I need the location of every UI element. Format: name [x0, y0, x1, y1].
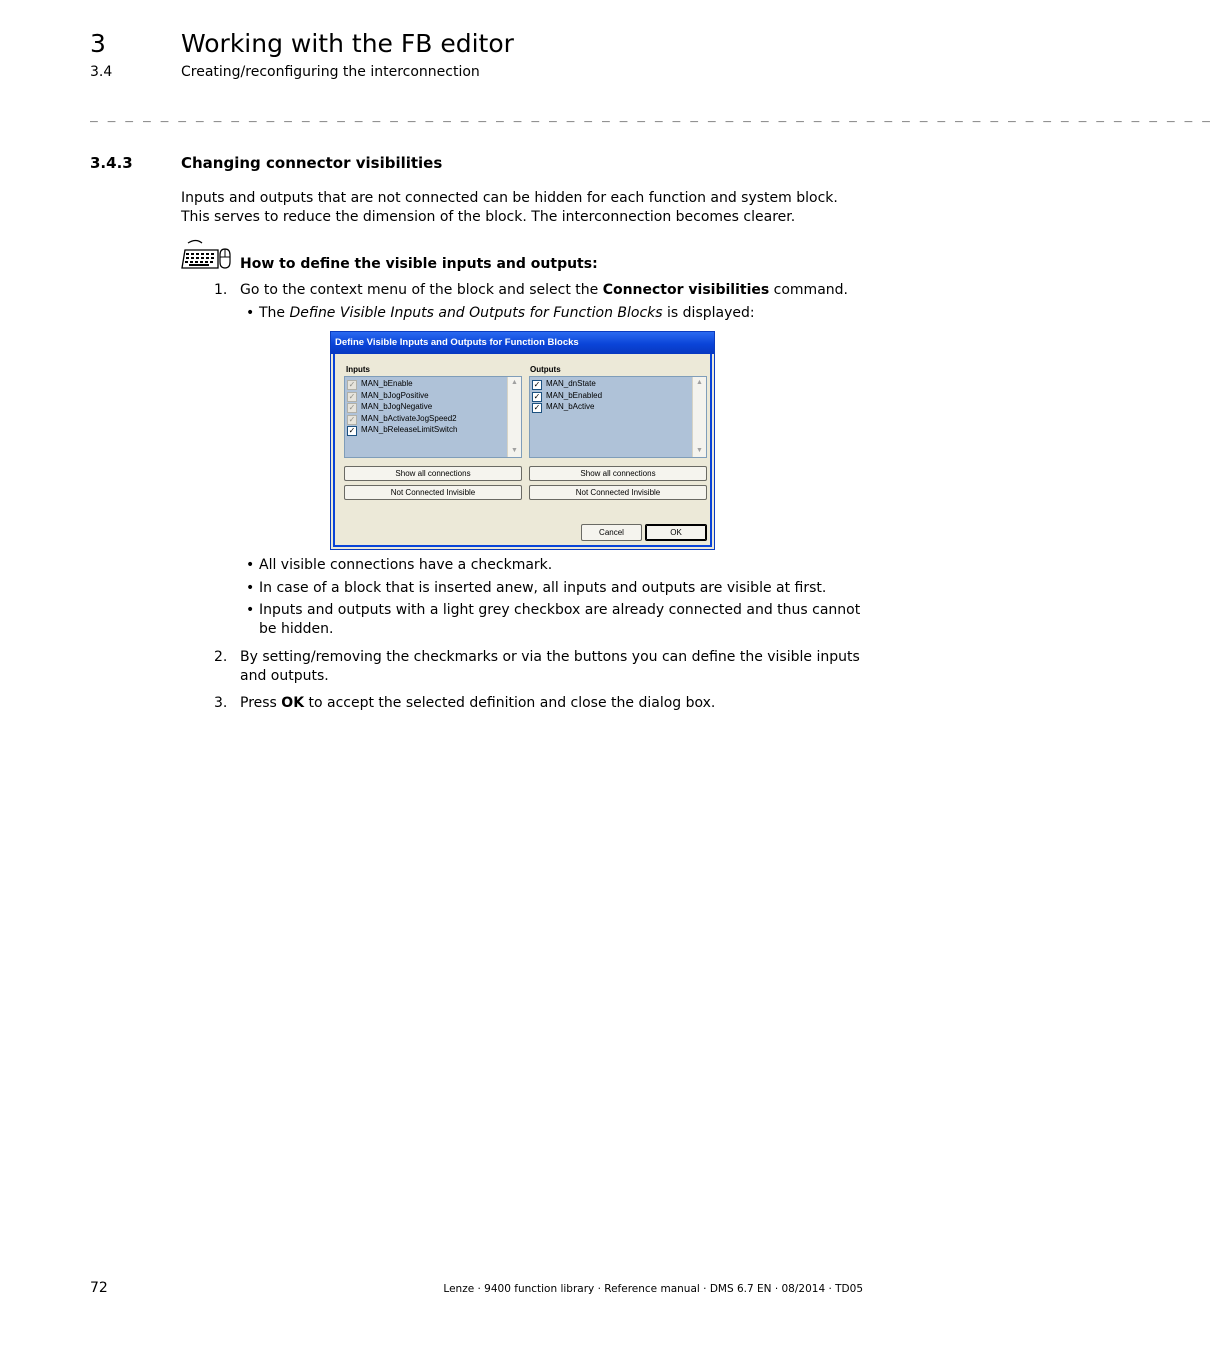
step-1-bullet: • The Define Visible Inputs and Outputs for Function Blocks is displayed: — [246, 304, 866, 324]
list-item-label: MAN_bJogNegative — [361, 402, 433, 411]
list-item-label: MAN_bActive — [546, 402, 595, 411]
scroll-down-icon[interactable]: ▼ — [511, 447, 518, 454]
header-rule: _ _ _ _ _ _ _ _ _ _ _ _ _ _ _ _ _ _ _ _ _ _ _ _ _ _ _ _ _ _ _ _ _ _ _ _ _ _ _ _ _ _ _ _ _ _ _ _ _ _ _ _ _ _ _ _ _ _ _ _ _ _ _ _ — [90, 108, 1211, 123]
chapter-title: Working with the FB editor — [181, 29, 514, 58]
bullet-item: • All visible connections have a checkmark. — [246, 556, 866, 576]
step-number: 1. — [214, 282, 228, 298]
hide-unconnected-outputs-button[interactable]: Not Connected Invisible — [529, 485, 707, 500]
checkbox[interactable]: ✓ — [533, 380, 541, 389]
list-item-label: MAN_bJogPositive — [361, 390, 429, 400]
bullet-text: The Define Visible Inputs and Outputs for Function Blocks is displayed: — [259, 305, 755, 321]
checkbox[interactable]: ✓ — [533, 403, 541, 412]
scroll-down-icon[interactable]: ▼ — [696, 447, 703, 454]
inputs-scrollbar[interactable] — [507, 377, 521, 457]
inputs-list-item[interactable] — [347, 424, 457, 435]
subsection-title: Changing connector visibilities — [181, 154, 443, 172]
cancel-button[interactable]: Cancel — [581, 524, 642, 541]
show-all-inputs-button[interactable]: Show all connections — [344, 466, 522, 481]
define-visible-dialog — [330, 331, 715, 550]
outputs-list-item[interactable] — [532, 390, 602, 401]
inputs-list[interactable] — [344, 376, 522, 458]
step-3 — [214, 694, 864, 714]
outputs-list[interactable] — [529, 376, 707, 458]
subsection-number: 3.4.3 — [90, 154, 133, 172]
list-item-label: MAN_bReleaseLimitSwitch — [361, 425, 458, 434]
howto-heading: How to define the visible inputs and outputs: — [240, 256, 598, 272]
footer-doc-info: Lenze · 9400 function library · Reference manual · DMS 6.7 EN · 08/2014 · TD05 — [443, 1283, 863, 1295]
inputs-list-item[interactable] — [347, 390, 429, 401]
step-number: 2. — [214, 649, 228, 665]
section-number: 3.4 — [90, 64, 113, 80]
inputs-list-item[interactable] — [347, 401, 432, 412]
section-title: Creating/reconfiguring the interconnection — [181, 64, 480, 80]
checkbox[interactable]: ✓ — [348, 426, 356, 435]
bullet-text: In case of a block that is inserted anew, all inputs and outputs are visible at first. — [259, 580, 827, 596]
step-text: Go to the context menu of the block and select the Connector visibilities command. — [240, 282, 848, 298]
hide-unconnected-inputs-button[interactable]: Not Connected Invisible — [344, 485, 522, 500]
page-number: 72 — [90, 1280, 108, 1296]
bullet-item: • Inputs and outputs with a light grey checkbox are already connected and thus cannot be hidden. — [246, 601, 866, 641]
checkbox[interactable]: ✓ — [348, 414, 356, 424]
bullet-item: • In case of a block that is inserted anew, all inputs and outputs are visible at first. — [246, 579, 866, 599]
checkbox[interactable]: ✓ — [348, 391, 356, 401]
step-text: Press OK to accept the selected definition and close the dialog box. — [240, 695, 716, 711]
checkbox[interactable]: ✓ — [348, 403, 356, 412]
dialog-title: Define Visible Inputs and Outputs for Function Blocks — [331, 332, 714, 354]
bullet-text: Inputs and outputs with a light grey checkbox are already connected and thus cannot be hidden. — [259, 602, 861, 637]
chapter-number: 3 — [90, 29, 106, 58]
ok-button[interactable]: OK — [645, 524, 707, 541]
inputs-list-item[interactable] — [347, 378, 413, 389]
list-item-label: MAN_bEnable — [361, 379, 413, 388]
inputs-list-item[interactable] — [347, 413, 457, 424]
show-all-outputs-button[interactable]: Show all connections — [529, 466, 707, 481]
step-1 — [214, 281, 864, 301]
intro-paragraph: Inputs and outputs that are not connected can be hidden for each function and system block. This serves to reduce the dimension of the block. The interconnection becomes clearer. — [181, 190, 838, 225]
inputs-label: Inputs — [346, 365, 370, 374]
step-number: 3. — [214, 695, 228, 711]
list-item-label: MAN_dnState — [546, 379, 596, 388]
outputs-list-item[interactable] — [532, 378, 596, 389]
scroll-up-icon[interactable]: ▲ — [511, 379, 518, 386]
outputs-scrollbar[interactable] — [692, 377, 706, 457]
step-2 — [214, 648, 864, 688]
keyboard-mouse-icon — [180, 240, 234, 272]
checkbox[interactable]: ✓ — [348, 380, 356, 389]
list-item-label: MAN_bEnabled — [546, 390, 603, 400]
scroll-up-icon[interactable]: ▲ — [696, 379, 703, 386]
outputs-label: Outputs — [530, 365, 561, 374]
list-item-label: MAN_bActivateJogSpeed2 — [361, 413, 457, 423]
step-text: By setting/removing the checkmarks or via the buttons you can define the visible inputs and outputs. — [240, 649, 860, 684]
outputs-list-item[interactable] — [532, 401, 594, 412]
bullet-text: All visible connections have a checkmark. — [259, 557, 553, 573]
checkbox[interactable]: ✓ — [533, 391, 541, 401]
